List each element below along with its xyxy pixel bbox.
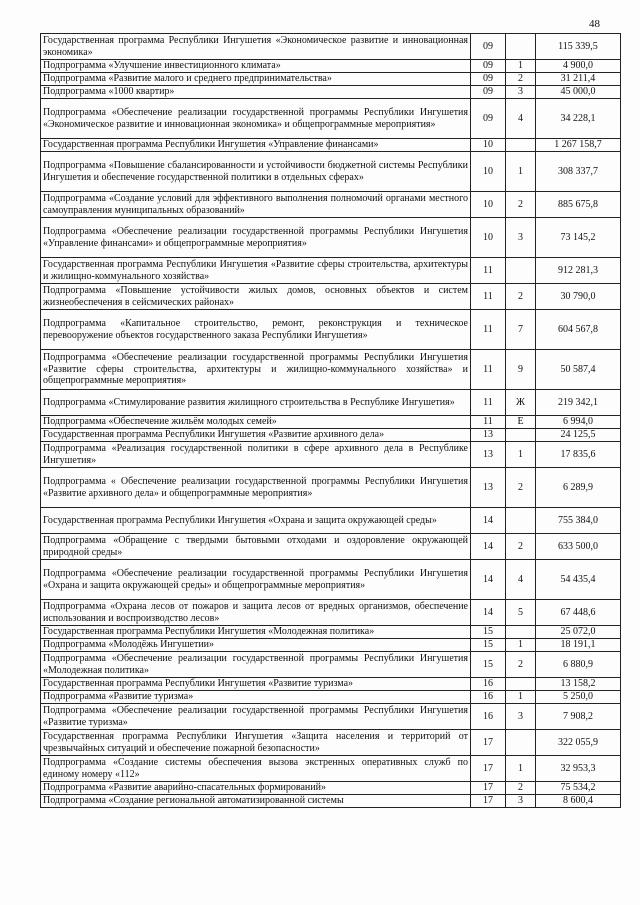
table-row [41, 691, 621, 704]
row-program-code-cell: 09 [471, 60, 506, 73]
row-program-code-cell: 11 [471, 416, 506, 429]
row-name-cell: Подпрограмма «Капитальное строительство, ремонт, реконструкция и техническое перевооружение объектов государственного заказа Республики Ингушетия» [41, 310, 471, 350]
row-amount-cell: 322 055,9 [536, 730, 621, 756]
row-program-code-cell: 15 [471, 626, 506, 639]
table-row [41, 192, 621, 218]
row-program-code-cell: 11 [471, 258, 506, 284]
table-row [41, 350, 621, 390]
table-row [41, 508, 621, 534]
table-row [41, 678, 621, 691]
row-amount-cell: 885 675,8 [536, 192, 621, 218]
row-program-code-cell: 10 [471, 192, 506, 218]
row-name-cell: Государственная программа Республики Ингушетия «Развитие архивного дела» [41, 429, 471, 442]
row-amount-cell: 6 289,9 [536, 468, 621, 508]
table-row [41, 34, 621, 60]
table-row [41, 782, 621, 795]
budget-table-body [41, 34, 621, 808]
row-amount-cell: 73 145,2 [536, 218, 621, 258]
row-subprogram-code-cell [506, 678, 536, 691]
row-program-code-cell: 09 [471, 73, 506, 86]
table-row [41, 152, 621, 192]
row-name-cell: Подпрограмма «Создание региональной автоматизированной системы [41, 795, 471, 808]
row-name-cell: Подпрограмма «Повышение устойчивости жилых домов, основных объектов и систем жизнеобеспечения в сейсмических районах» [41, 284, 471, 310]
row-subprogram-code-cell [506, 626, 536, 639]
row-name-cell: Государственная программа Республики Ингушетия «Экономическое развитие и инновационная экономика» [41, 34, 471, 60]
row-program-code-cell: 17 [471, 756, 506, 782]
row-program-code-cell: 17 [471, 782, 506, 795]
row-program-code-cell: 16 [471, 678, 506, 691]
table-row [41, 600, 621, 626]
row-amount-cell: 912 281,3 [536, 258, 621, 284]
row-name-cell: Подпрограмма «Обеспечение реализации государственной программы Республики Ингушетия «Охрана и защита окружающей среды» и общепрограммные мероприятия» [41, 560, 471, 600]
row-amount-cell: 75 534,2 [536, 782, 621, 795]
row-subprogram-code-cell: 3 [506, 704, 536, 730]
row-name-cell: Подпрограмма «Молодёжь Ингушетии» [41, 639, 471, 652]
row-program-code-cell: 11 [471, 310, 506, 350]
row-amount-cell: 633 500,0 [536, 534, 621, 560]
table-row [41, 218, 621, 258]
row-amount-cell: 24 125,5 [536, 429, 621, 442]
row-name-cell: Государственная программа Республики Ингушетия «Развитие туризма» [41, 678, 471, 691]
row-name-cell: Подпрограмма «Обеспечение реализации государственной программы Республики Ингушетия «Развитие туризма» [41, 704, 471, 730]
row-subprogram-code-cell [506, 139, 536, 152]
row-subprogram-code-cell: Ж [506, 390, 536, 416]
row-program-code-cell: 11 [471, 350, 506, 390]
row-subprogram-code-cell [506, 508, 536, 534]
page-number: 48 [589, 18, 600, 30]
table-row [41, 442, 621, 468]
row-subprogram-code-cell: 2 [506, 468, 536, 508]
table-row [41, 390, 621, 416]
row-amount-cell: 7 908,2 [536, 704, 621, 730]
row-subprogram-code-cell: 2 [506, 284, 536, 310]
row-subprogram-code-cell: 1 [506, 60, 536, 73]
row-amount-cell: 67 448,6 [536, 600, 621, 626]
table-row [41, 73, 621, 86]
table-row [41, 626, 621, 639]
row-subprogram-code-cell: 3 [506, 218, 536, 258]
row-program-code-cell: 15 [471, 639, 506, 652]
table-row [41, 534, 621, 560]
row-subprogram-code-cell: 2 [506, 534, 536, 560]
row-subprogram-code-cell [506, 429, 536, 442]
row-program-code-cell: 14 [471, 508, 506, 534]
row-name-cell: Подпрограмма «Реализация государственной политики в сфере архивного дела в Республике Ингушетия» [41, 442, 471, 468]
row-program-code-cell: 09 [471, 99, 506, 139]
row-program-code-cell: 10 [471, 218, 506, 258]
row-name-cell: Подпрограмма «Обеспечение реализации государственной программы Республики Ингушетия «Развитие сферы строительства, архитектуры и жилищно-коммунального хозяйства» и общепрограммные мероприятия» [41, 350, 471, 390]
table-row [41, 258, 621, 284]
row-amount-cell: 54 435,4 [536, 560, 621, 600]
row-program-code-cell: 10 [471, 139, 506, 152]
row-amount-cell: 5 250,0 [536, 691, 621, 704]
row-amount-cell: 115 339,5 [536, 34, 621, 60]
row-name-cell: Подпрограмма «Обеспечение реализации государственной программы Республики Ингушетия «Управление финансами» и общепрограммные мероприятия» [41, 218, 471, 258]
table-row [41, 86, 621, 99]
row-name-cell: Подпрограмма « Обеспечение реализации государственной программы Республики Ингушетия «Развитие архивного дела» и общепрограммные мероприятия» [41, 468, 471, 508]
row-amount-cell: 30 790,0 [536, 284, 621, 310]
table-row [41, 795, 621, 808]
row-program-code-cell: 13 [471, 442, 506, 468]
row-name-cell: Государственная программа Республики Ингушетия «Молодежная политика» [41, 626, 471, 639]
row-program-code-cell: 16 [471, 691, 506, 704]
row-name-cell: Подпрограмма «Улучшение инвестиционного климата» [41, 60, 471, 73]
row-name-cell: Государственная программа Республики Ингушетия «Управление финансами» [41, 139, 471, 152]
row-subprogram-code-cell: 2 [506, 782, 536, 795]
table-row [41, 704, 621, 730]
row-subprogram-code-cell: 1 [506, 442, 536, 468]
table-row [41, 310, 621, 350]
row-program-code-cell: 15 [471, 652, 506, 678]
row-program-code-cell: 09 [471, 34, 506, 60]
row-amount-cell: 32 953,3 [536, 756, 621, 782]
row-subprogram-code-cell: 4 [506, 560, 536, 600]
row-name-cell: Подпрограмма «Обеспечение жильём молодых семей» [41, 416, 471, 429]
row-subprogram-code-cell: 7 [506, 310, 536, 350]
row-program-code-cell: 14 [471, 534, 506, 560]
row-amount-cell: 755 384,0 [536, 508, 621, 534]
row-name-cell: Государственная программа Республики Ингушетия «Защита населения и территорий от чрезвычайных ситуаций и обеспечение пожарной безопасности» [41, 730, 471, 756]
row-name-cell: Подпрограмма «Обеспечение реализации государственной программы Республики Ингушетия «Экономическое развитие и инновационная экономика» и общепрограммные мероприятия» [41, 99, 471, 139]
row-name-cell: Подпрограмма «Развитие малого и среднего предпринимательства» [41, 73, 471, 86]
row-amount-cell: 6 994,0 [536, 416, 621, 429]
row-program-code-cell: 13 [471, 468, 506, 508]
table-row [41, 730, 621, 756]
row-amount-cell: 18 191,1 [536, 639, 621, 652]
row-program-code-cell: 14 [471, 600, 506, 626]
table-row [41, 429, 621, 442]
row-subprogram-code-cell: 2 [506, 73, 536, 86]
row-program-code-cell: 17 [471, 730, 506, 756]
table-row [41, 468, 621, 508]
row-amount-cell: 25 072,0 [536, 626, 621, 639]
row-subprogram-code-cell: 5 [506, 600, 536, 626]
row-name-cell: Подпрограмма «Обращение с твердыми бытовыми отходами и оздоровление окружающей природной среды» [41, 534, 471, 560]
row-subprogram-code-cell: 3 [506, 86, 536, 99]
row-amount-cell: 31 211,4 [536, 73, 621, 86]
row-subprogram-code-cell: 4 [506, 99, 536, 139]
table-row [41, 284, 621, 310]
row-amount-cell: 8 600,4 [536, 795, 621, 808]
table-row [41, 756, 621, 782]
row-name-cell: Подпрограмма «Стимулирование развития жилищного строительства в Республике Ингушетия» [41, 390, 471, 416]
row-name-cell: Подпрограмма «Повышение сбалансированности и устойчивости бюджетной системы Республики Ингушетия и обеспечение государственной политики в отдельных сферах» [41, 152, 471, 192]
table-row [41, 416, 621, 429]
row-name-cell: Подпрограмма «Охрана лесов от пожаров и защита лесов от вредных организмов, обеспечение использования и воспроизводство лесов» [41, 600, 471, 626]
row-name-cell: Подпрограмма «Развитие туризма» [41, 691, 471, 704]
row-amount-cell: 4 900,0 [536, 60, 621, 73]
row-name-cell: Подпрограмма «1000 квартир» [41, 86, 471, 99]
row-subprogram-code-cell: 1 [506, 691, 536, 704]
table-row [41, 560, 621, 600]
row-name-cell: Государственная программа Республики Ингушетия «Развитие сферы строительства, архитектуры и жилищно-коммунального хозяйства» [41, 258, 471, 284]
row-amount-cell: 17 835,6 [536, 442, 621, 468]
row-program-code-cell: 17 [471, 795, 506, 808]
row-subprogram-code-cell [506, 258, 536, 284]
row-program-code-cell: 11 [471, 390, 506, 416]
row-name-cell: Подпрограмма «Создание системы обеспечения вызова экстренных оперативных служб по единому номеру «112» [41, 756, 471, 782]
budget-allocation-table [40, 33, 621, 808]
row-amount-cell: 50 587,4 [536, 350, 621, 390]
row-program-code-cell: 14 [471, 560, 506, 600]
row-subprogram-code-cell: 1 [506, 756, 536, 782]
row-subprogram-code-cell [506, 730, 536, 756]
row-subprogram-code-cell: 9 [506, 350, 536, 390]
row-amount-cell: 13 158,2 [536, 678, 621, 691]
row-subprogram-code-cell: Е [506, 416, 536, 429]
row-program-code-cell: 10 [471, 152, 506, 192]
row-program-code-cell: 11 [471, 284, 506, 310]
row-subprogram-code-cell: 2 [506, 652, 536, 678]
row-name-cell: Подпрограмма «Создание условий для эффективного выполнения полномочий органами местного самоуправления муниципальных образований» [41, 192, 471, 218]
row-program-code-cell: 13 [471, 429, 506, 442]
row-subprogram-code-cell: 2 [506, 192, 536, 218]
table-row [41, 639, 621, 652]
row-subprogram-code-cell: 1 [506, 639, 536, 652]
row-name-cell: Подпрограмма «Обеспечение реализации государственной программы Республики Ингушетия «Молодежная политика» [41, 652, 471, 678]
row-amount-cell: 308 337,7 [536, 152, 621, 192]
row-program-code-cell: 16 [471, 704, 506, 730]
table-row [41, 60, 621, 73]
row-amount-cell: 45 000,0 [536, 86, 621, 99]
row-subprogram-code-cell: 1 [506, 152, 536, 192]
row-amount-cell: 6 880,9 [536, 652, 621, 678]
row-amount-cell: 1 267 158,7 [536, 139, 621, 152]
row-amount-cell: 219 342,1 [536, 390, 621, 416]
row-amount-cell: 604 567,8 [536, 310, 621, 350]
row-amount-cell: 34 228,1 [536, 99, 621, 139]
table-row [41, 99, 621, 139]
row-subprogram-code-cell: 3 [506, 795, 536, 808]
row-name-cell: Подпрограмма «Развитие аварийно-спасательных формирований» [41, 782, 471, 795]
table-row [41, 139, 621, 152]
row-name-cell: Государственная программа Республики Ингушетия «Охрана и защита окружающей среды» [41, 508, 471, 534]
row-program-code-cell: 09 [471, 86, 506, 99]
row-subprogram-code-cell [506, 34, 536, 60]
table-row [41, 652, 621, 678]
